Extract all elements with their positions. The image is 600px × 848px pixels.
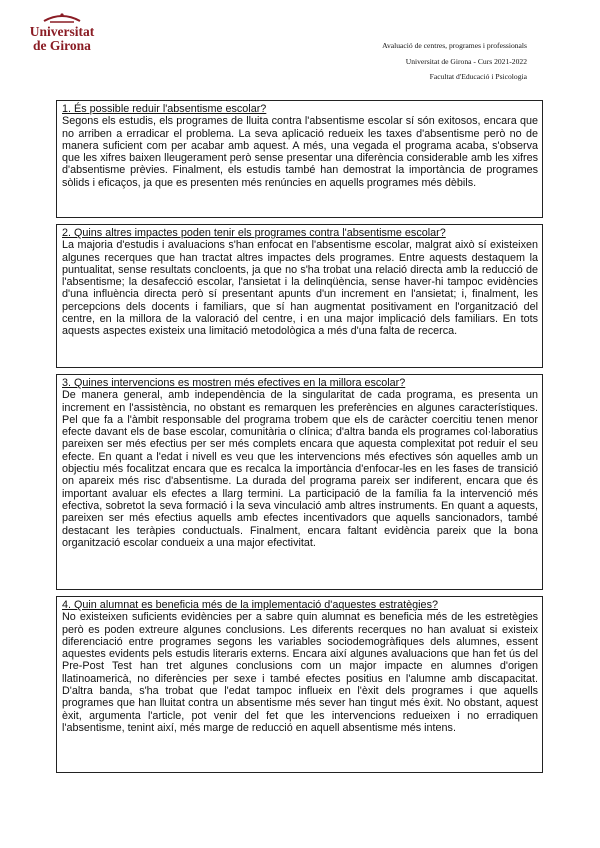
section-box-3: [56, 374, 543, 590]
section-question: 1. És possible reduir l'absentisme escolar?: [62, 103, 267, 115]
logo-line-1: Universitat: [29, 24, 95, 39]
header-line-3: Facultat d'Educació i Psicologia: [429, 72, 527, 81]
section-box-1: [56, 100, 543, 218]
section-box-2: [56, 224, 543, 368]
section-box-4: [56, 596, 543, 773]
section-answer: No existeixen suficients evidències per a sabre quin alumnat es beneficia més de les estretègies però es poden extreure algunes conclusions. Les diferents recerques no han avaluat si existeix diferenciació entre programes segons les variables sociodemogràfiques dels alumnes, essent aquestes evidents pels estudis literaris externs. Encara així algunes avaluacions que han fet ús del Pre-Post Test han tret algunes conclusions com un major impacte en alumnes d'origen llatinoamericà, no diferències per sexe i també efectes positius en l'alumne amb discapacitat. D'altra banda, s'ha trobat que l'edat tampoc influeix en l'èxit dels programes i que aquells programes que han lluitat contra un absentisme més sever han tingut més èxit. No obstant, aquest èxit, argumenta l'article, pot venir del fet que les intervencions redueixen i no erradiquen l'absentisme, tenint així, més marge de reducció en aquell absentisme més intens.: [62, 611, 538, 734]
section-answer: De manera general, amb independència de la singularitat de cada programa, es presenta un increment en l'assistència, no obstant es remarquen les preferències en algunes característiques. Pel que fa a l'àmbit responsable del programa trobem que els de caràcter coercitiu tenen menor efecte davant els de base escolar, comunitària o clínica; d'altra banda els programes col·laboratius pareixen ser més efectius per ser més complets encara que aquesta complexitat pot reduir el seu efecte. En quant a l'edat i nivell es veu que les intervencions més efectives són aquelles amb un objectiu més focalitzat encara que es recalca la importància d'enfocar-les en les fases de transició on apareix més risc d'absentisme. La durada del programa pareix ser indiferent, encara que és important avaluar els efectes a llarg termini. La participació de la família fa la intervenció més efectiva, sobretot la seva formació i la seva vinculació amb altres instruments. En quant a aquests, pareixen ser més efectius aquells amb efectes incentivadors que aquells sancionadors, també destacant les teràpies conductuals. Finalment, encara faltant evidència pareix que la bona organització escolar condueix a una major efectivitat.: [62, 389, 538, 549]
crown-emblem-icon: [42, 12, 82, 24]
section-answer: Segons els estudis, els programes de lluita contra l'absentisme escolar sí són exitosos, encara que no arriben a erradicar el problema. La seva aplicació redueix les taxes d'absentisme però no de manera suficient com per acabar amb aquest. A més, una vegada el programa acaba, s'observa que les xifres baixen lleugerament però sense presentar una diferència considerable amb les xifres d'absentisme prèvies. Finalment, els estudis també han demostrat la importància de programes sòlids i eficaços, ja que es presenten més renúncies en aquells programes més dèbils.: [62, 115, 538, 189]
section-question: 4. Quin alumnat es beneficia més de la implementació d'aquestes estratègies?: [62, 599, 438, 611]
document-header: [382, 38, 527, 85]
header-line-2: Universitat de Girona - Curs 2021-2022: [405, 56, 527, 66]
section-question: 2. Quins altres impactes poden tenir els programes contra l'absentisme escolar?: [62, 227, 446, 239]
header-line-1: Avaluació de centres, programes i professionals: [382, 41, 527, 50]
university-logo: [22, 12, 102, 60]
section-question: 3. Quines intervencions es mostren més efectives en la millora escolar?: [62, 377, 406, 389]
section-answer: La majoria d'estudis i avaluacions s'han enfocat en l'absentisme escolar, malgrat això sí existeixen algunes recerques que han tractat altres impactes dels programes. Entre aquests destaquem la puntualitat, sense resultats concloents, ja que no s'ha trobat una relació directa amb la reducció de l'absentisme; la desafecció escolar, l'ansietat i la delinqüència, sense haver-hi tampoc evidències d'una influència directa però sí presentant apunts d'un increment en l'ansietat; i, finalment, les percepcions dels docents i familiars, que sí han augmentat positivament en l'organització del centre, en la millora de la valoració del centre, i en una major implicació dels familiars. En tots aquests aspectes existeix una limitació metodològica a més d'una falta de recerca.: [62, 239, 538, 338]
logo-line-2: de Girona: [33, 38, 91, 53]
